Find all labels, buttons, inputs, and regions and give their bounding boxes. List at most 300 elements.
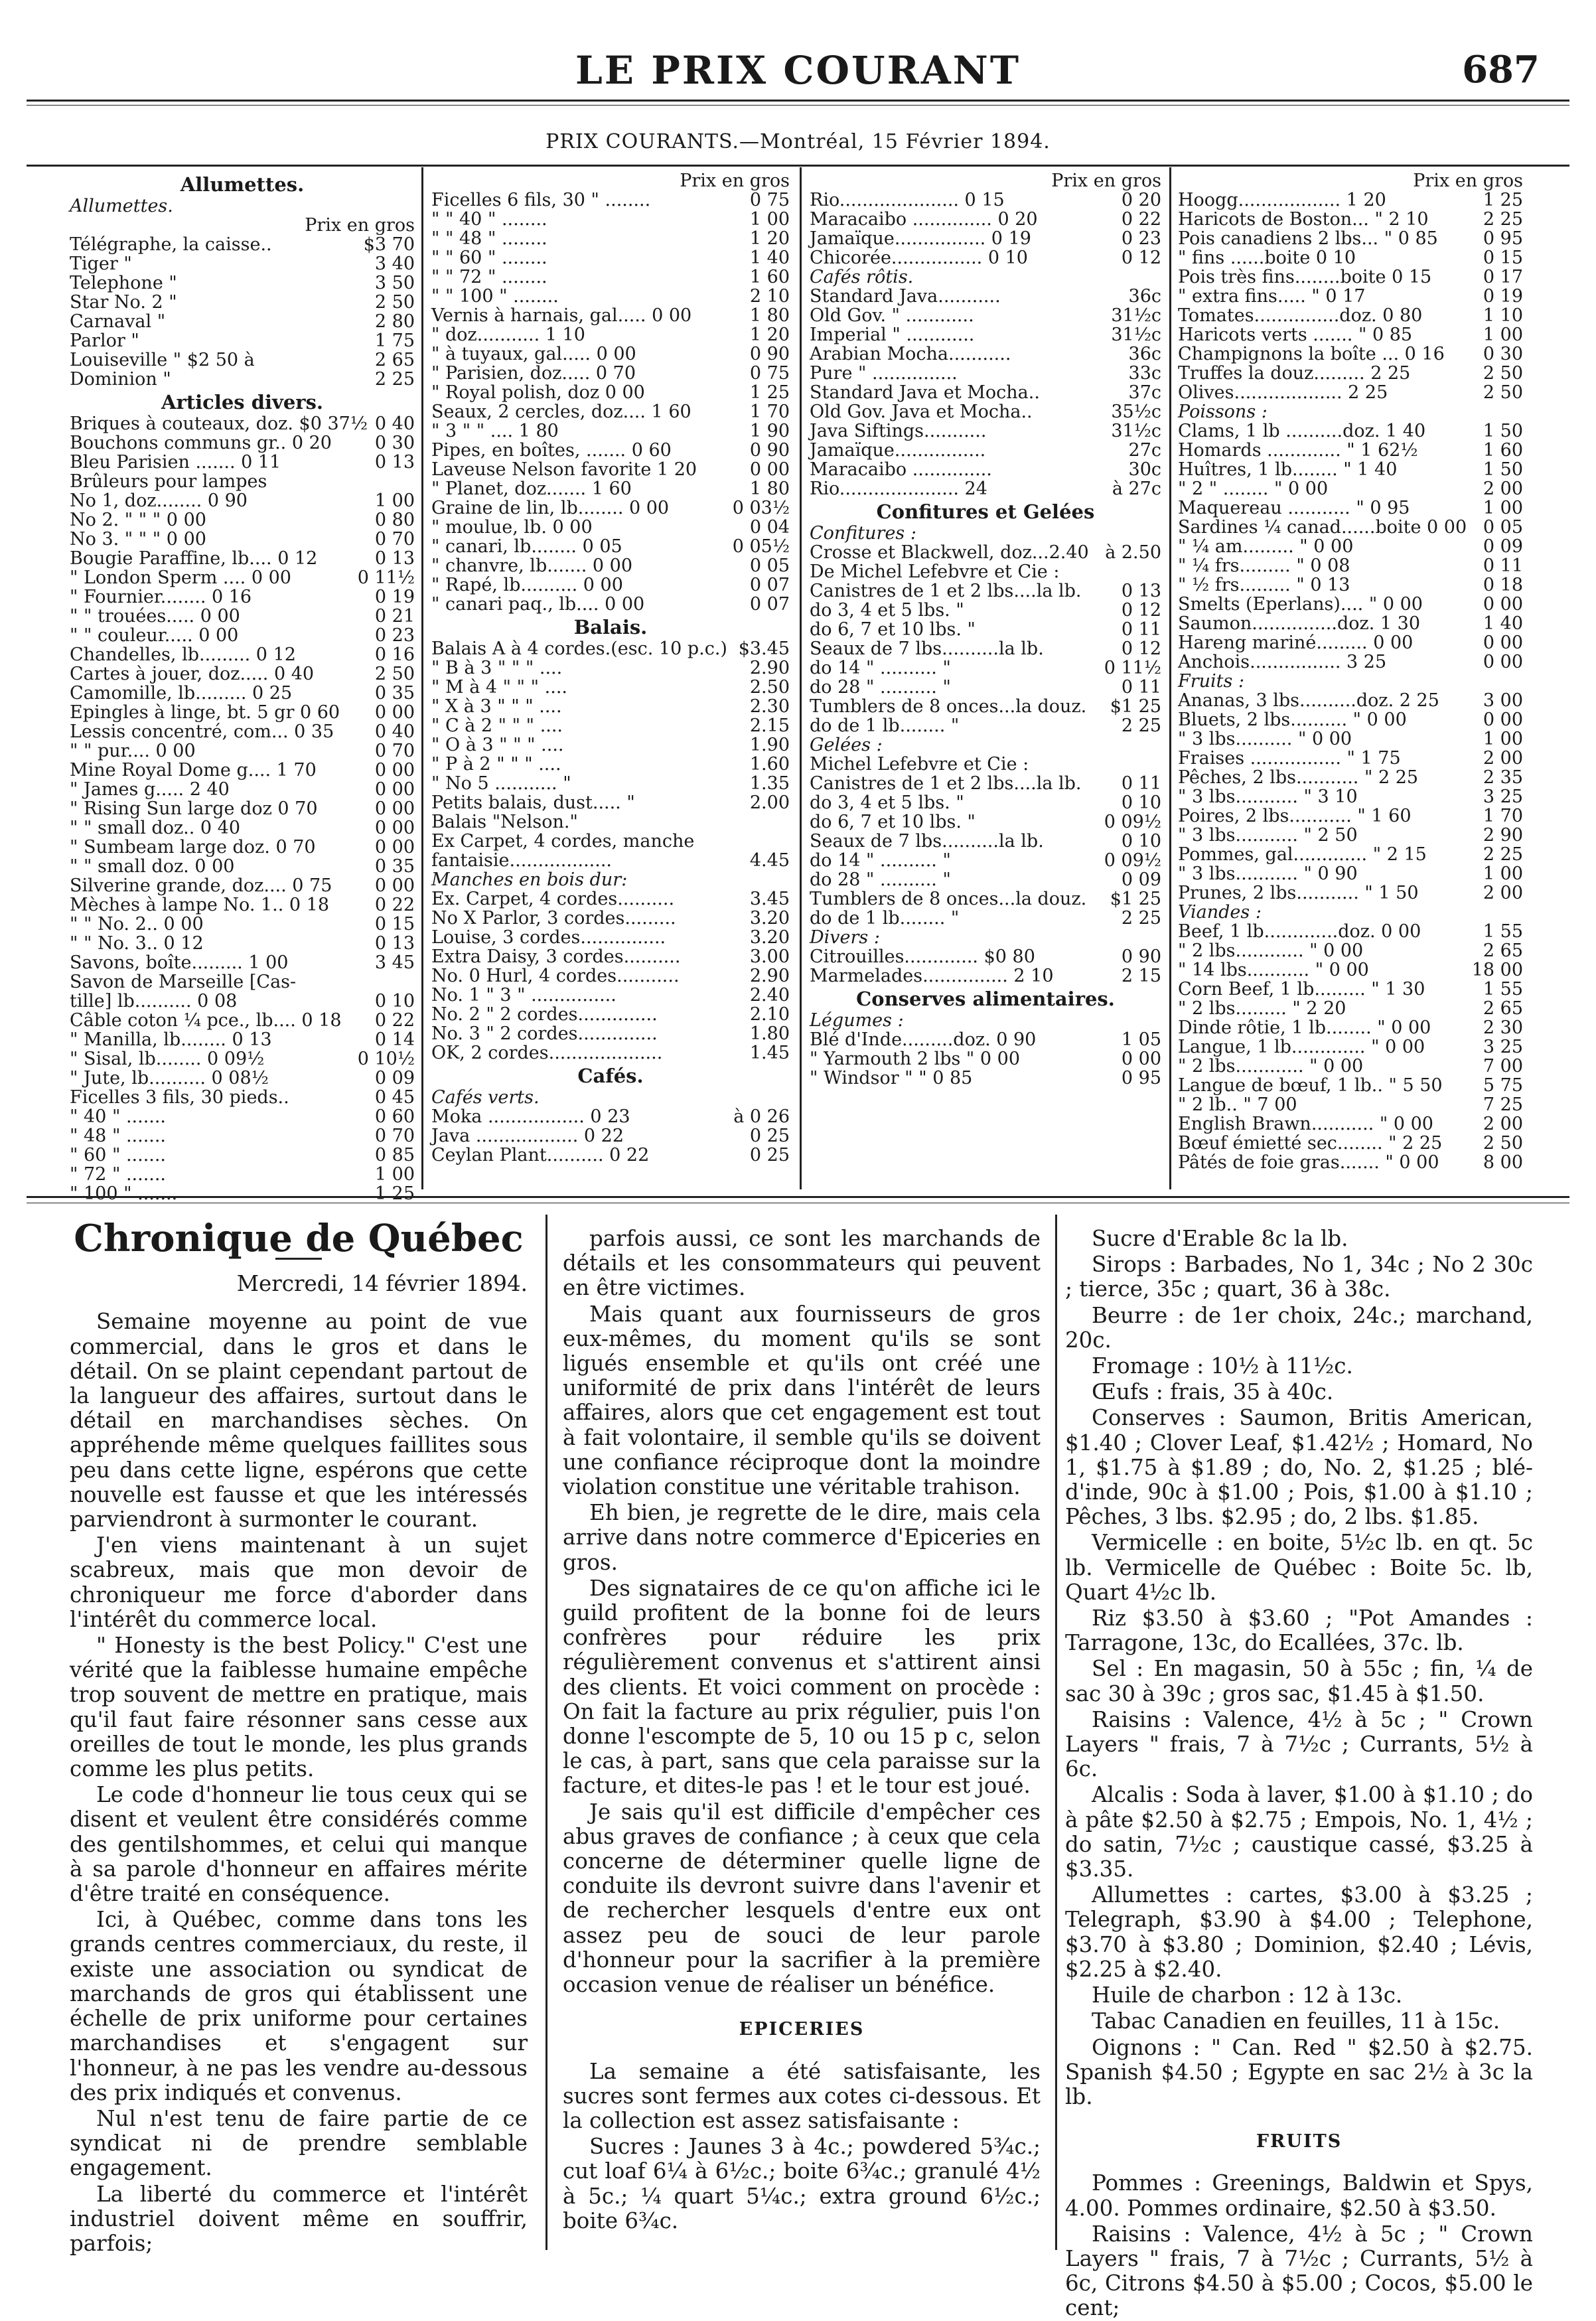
item-name: No 3. " " " 0 00 (70, 529, 206, 550)
item-price: 3 50 (374, 273, 415, 293)
item-price: 2 65 (374, 350, 415, 370)
price-row (70, 1146, 415, 1165)
item-name: Saumon...............doz. 1 30 (1178, 613, 1421, 634)
article-paragraph: Sirops : Barbades, No 1, 34c ; No 2 30c ; tierce, 35c ; quart, 36 à 38c. (1065, 1252, 1533, 1302)
price-row (70, 780, 415, 799)
article-paragraph: Nul n'est tenu de faire partie de ce syndicat ni de prendre semblable engagement. (70, 2105, 528, 2181)
item-price: 0 00 (749, 459, 790, 480)
item-name: " 3 lbs........... " 0 90 (1178, 863, 1358, 884)
item-name: " canari, lb........ 0 05 (431, 536, 622, 557)
item-price: 0 00 (374, 798, 415, 819)
item-price: 1 80 (749, 479, 790, 499)
item-price: 0 25 (749, 1126, 790, 1146)
item-price: 2 35 (1483, 767, 1523, 788)
price-row (810, 543, 1161, 562)
item-name: Moka ................. 0 23 (431, 1106, 630, 1127)
item-name: do 3, 4 et 5 lbs. " (810, 600, 964, 621)
item-price: 0 35 (374, 683, 415, 704)
subsection-heading: Fruits : (1178, 671, 1245, 692)
price-row (431, 190, 790, 210)
item-name: " 60 " ....... (70, 1145, 167, 1165)
item-price: 1.80 (749, 1023, 790, 1044)
item-name: do de 1 lb........ " (810, 908, 960, 929)
section-heading: Confitures et Gelées (876, 500, 1095, 523)
item-name: De Michel Lefebvre et Cie : (810, 562, 1060, 582)
price-header: Prix en gros (1051, 171, 1161, 191)
item-price: 0 11 (1121, 619, 1161, 640)
price-row (810, 909, 1161, 928)
article-title: Chronique de Québec (74, 1217, 524, 1260)
price-row (810, 1049, 1161, 1069)
item-name: Langue, 1 lb............. " 0 00 (1178, 1037, 1425, 1057)
price-row (1178, 749, 1523, 768)
item-name: Pure " ............... (810, 363, 958, 384)
item-name: Bœuf émietté sec........ " 2 25 (1178, 1133, 1443, 1154)
item-name: Sardines ¼ canad......boite 0 00 (1178, 517, 1467, 538)
item-price (1156, 562, 1161, 581)
item-price: 37c (1128, 382, 1161, 403)
item-name: do de 1 lb........ " (810, 715, 960, 736)
price-row (1178, 691, 1523, 710)
item-price: 0 10 (1121, 831, 1161, 852)
price-row (1178, 729, 1523, 749)
item-price: 0 70 (374, 741, 415, 761)
item-price: 1 55 (1483, 979, 1523, 1000)
price-row (1178, 498, 1523, 518)
price-row (431, 697, 790, 716)
item-price: 0 00 (374, 837, 415, 858)
price-row (70, 414, 415, 433)
item-price: 0 00 (374, 760, 415, 781)
item-name: do 14 " .......... " (810, 658, 951, 678)
item-name: Homards ............. " 1 62½ (1178, 440, 1418, 461)
item-name: " " 48 " ........ (431, 228, 547, 249)
item-price: 0 13 (374, 452, 415, 473)
item-name: " 72 " ....... (70, 1164, 167, 1185)
article-paragraph: Sel : En magasin, 50 à 55c ; fin, ¼ de sac 30 à 39c ; gros sac, $1.45 à $1.50. (1065, 1656, 1533, 1706)
item-name: " Manilla, lb........ 0 13 (70, 1029, 272, 1050)
price-row (431, 889, 790, 909)
item-price: 31½c (1111, 421, 1161, 441)
subsection-heading: Gelées : (810, 735, 883, 755)
price-row (810, 581, 1161, 601)
item-price: 2 50 (374, 292, 415, 313)
item-price: $1 25 (1110, 696, 1161, 717)
item-price: 2.90 (749, 658, 790, 678)
page-number: 687 (1462, 48, 1540, 92)
item-name: Pommes, gal............. " 2 15 (1178, 844, 1427, 865)
item-name: Câble coton ¼ pce., lb.... 0 18 (70, 1010, 342, 1031)
subsection-heading: Divers : (810, 927, 880, 948)
price-row (1178, 1153, 1523, 1172)
item-name: Carnaval " (70, 311, 166, 332)
item-name: " M à 4 " " " .... (431, 677, 568, 698)
article-paragraph: Beurre : de 1er choix, 24c.; marchand, 20c. (1065, 1302, 1533, 1353)
price-row (1178, 806, 1523, 826)
price-row (1178, 633, 1523, 652)
item-price: 1 00 (1483, 498, 1523, 518)
item-price: 1 00 (1483, 325, 1523, 345)
price-row (70, 510, 415, 530)
item-name: do 28 " .......... " (810, 869, 951, 890)
price-row (810, 190, 1161, 210)
item-name: " doz........... 1 10 (431, 325, 585, 345)
item-price: 0 12 (1121, 600, 1161, 621)
item-name: Bougie Paraffine, lb.... 0 12 (70, 548, 318, 569)
item-price: 1 55 (1483, 921, 1523, 942)
item-name: Haricots de Boston... " 2 10 (1178, 209, 1429, 230)
item-price: 2 65 (1483, 998, 1523, 1019)
item-price: 0 13 (1121, 581, 1161, 601)
item-price: 0 30 (1483, 344, 1523, 364)
price-row (431, 678, 790, 697)
item-price: $3 70 (363, 234, 415, 255)
item-name: " " 100 " ........ (431, 286, 559, 307)
price-row (1178, 864, 1523, 883)
price-row (1178, 980, 1523, 999)
price-row (1178, 248, 1523, 267)
item-price: 0 10 (1121, 792, 1161, 813)
item-name: Ananas, 3 lbs..........doz. 2 25 (1178, 690, 1439, 711)
article-paragraph: Conserves : Saumon, Britis American, $1.40 ; Clover Leaf, $1.42½ ; Homard, No 1, $1.75 à $1.89 ; do, No. 2, $1.25 ; blé-d'inde, 90c à $1.00 ; Pois, $1.00 à $1.10 ; Pêches, 3 lbs. $2.95 ; do, 2 lbs. $1.85. (1065, 1405, 1533, 1530)
item-price: 0 00 (374, 875, 415, 896)
price-row (70, 1011, 415, 1030)
item-price: 0 75 (749, 363, 790, 384)
item-name: No. 1 " 3 " ............... (431, 985, 617, 1006)
item-price: 0 09 (1121, 869, 1161, 890)
price-row (1178, 287, 1523, 306)
item-price: 2 25 (1121, 715, 1161, 736)
item-price: 1 90 (749, 421, 790, 441)
item-name: Seaux de 7 lbs..........la lb. (810, 638, 1044, 659)
item-price: 0 17 (1483, 267, 1523, 287)
item-name: " Yarmouth 2 lbs " 0 00 (810, 1049, 1021, 1069)
price-row (1178, 210, 1523, 229)
item-price: 0 15 (374, 914, 415, 935)
price-row (431, 1024, 790, 1043)
item-name: " 3 lbs.......... " 0 00 (1178, 729, 1352, 749)
item-price: 3.20 (749, 908, 790, 929)
price-row (70, 1049, 415, 1069)
article-paragraph: Allumettes : cartes, $3.00 à $3.25 ; Telegraph, $3.90 à $4.00 ; Telephone, $3.70 à $3.80 ; Dominion, $2.40 ; Lévis, $2.25 à $2.40. (1065, 1882, 1533, 1982)
item-price: 0 13 (374, 548, 415, 569)
item-name: " moulue, lb. 0 00 (431, 517, 593, 538)
item-price: 0 00 (374, 702, 415, 723)
price-row (1178, 267, 1523, 287)
price-row (70, 235, 415, 254)
item-price (1156, 755, 1161, 774)
item-price: 0 09 (374, 1068, 415, 1088)
item-price: 1 40 (1483, 613, 1523, 634)
price-row (431, 1146, 790, 1165)
price-row (70, 587, 415, 607)
item-price: 0 00 (1483, 652, 1523, 672)
item-price: 1 10 (1483, 305, 1523, 326)
price-row (431, 556, 790, 575)
item-name: " 3 " " .... 1 80 (431, 421, 559, 441)
price-row (70, 799, 415, 818)
item-price: 0 90 (749, 440, 790, 461)
article-body-3 (1065, 1227, 1533, 2109)
item-price: 2.00 (749, 792, 790, 813)
item-name: Standard Java........... (810, 286, 1001, 307)
item-price: 3 25 (1483, 1037, 1523, 1057)
item-price: 0 03½ (732, 498, 790, 518)
item-name: Telephone " (70, 273, 177, 293)
article-paragraph: Alcalis : Soda à laver, $1.00 à $1.10 ; do à pâte $2.50 à $2.75 ; Empois, No. 1, 4½ ; do satin, 7½c ; caustique cassé, $3.25 à $3.35. (1065, 1782, 1533, 1882)
price-row (431, 421, 790, 441)
price-row (810, 716, 1161, 735)
item-name: " " trouées..... 0 00 (70, 606, 240, 627)
item-price: 0 11½ (1104, 658, 1161, 678)
item-price: 2 00 (1483, 748, 1523, 769)
item-name: Clams, 1 lb ..........doz. 1 40 (1178, 421, 1426, 441)
item-name: Old Gov. Java et Mocha.. (810, 402, 1033, 422)
price-row (810, 678, 1161, 697)
item-name: " 48 " ....... (70, 1126, 167, 1146)
price-row (810, 325, 1161, 344)
price-row (810, 889, 1161, 909)
fruits-heading: FRUITS (1256, 2131, 1342, 2152)
item-name: No X Parlor, 3 cordes......... (431, 908, 676, 929)
item-price: 0 13 (374, 933, 415, 954)
price-row (70, 568, 415, 587)
item-price: 2 00 (1483, 883, 1523, 903)
item-price: 0 22 (374, 895, 415, 915)
item-name: do 28 " .......... " (810, 677, 951, 698)
price-row (1178, 1134, 1523, 1153)
item-name: " London Sperm .... 0 00 (70, 567, 291, 588)
item-price: 2 50 (1483, 1133, 1523, 1154)
price-row (1178, 421, 1523, 441)
item-name: Anchois................ 3 25 (1178, 652, 1387, 672)
item-price: 0 90 (749, 344, 790, 364)
item-name: " Rising Sun large doz 0 70 (70, 798, 318, 819)
item-price: 1 25 (374, 1183, 415, 1204)
price-row (810, 421, 1161, 441)
item-name: " Planet, doz....... 1 60 (431, 479, 632, 499)
price-row (431, 966, 790, 986)
price-row (1178, 768, 1523, 787)
price-row (1178, 229, 1523, 248)
item-name: " ¼ frs......... " 0 08 (1178, 556, 1350, 576)
item-name: Corn Beef, 1 lb......... " 1 30 (1178, 979, 1425, 1000)
column-divider (800, 167, 802, 1189)
price-row (70, 433, 415, 453)
item-name: No 1, doz........ 0 90 (70, 490, 248, 511)
item-name: No. 2 " 2 cordes.............. (431, 1004, 658, 1025)
price-column-4 (1178, 171, 1523, 1187)
price-row (70, 626, 415, 645)
item-name: " " No. 3.. 0 12 (70, 933, 204, 954)
item-name: Blé d'Inde.........doz. 0 90 (810, 1029, 1037, 1050)
price-header: Prix en gros (1413, 171, 1523, 191)
column-divider (545, 1215, 547, 2250)
article-paragraph: Semaine moyenne au point de vue commercial, dans le gros et dans le détail. On se plaint cependant partout de la langueur des affaires, surtout dans le détail en marchandises sèches. On appréhende même quelques faillites sous peu dans cette ligne, espérons que cette nouvelle est fausse et que les intéressés parviendront à surmonter le courant. (70, 1309, 528, 1533)
item-name: " No 5 ........... " (431, 773, 571, 794)
column-divider (421, 167, 423, 1189)
section-heading: Conserves alimentaires. (856, 988, 1115, 1010)
item-name: " 100 " ....... (70, 1183, 178, 1204)
price-row (810, 601, 1161, 620)
item-price: 0 75 (749, 190, 790, 210)
price-row (70, 472, 415, 491)
item-price: 0 20 (1121, 190, 1161, 210)
price-row (1178, 1114, 1523, 1134)
section-heading: Cafés. (577, 1065, 644, 1087)
item-price: 2 50 (374, 664, 415, 684)
price-row (810, 402, 1161, 421)
item-price: 4.45 (749, 850, 790, 871)
item-name: " ¼ am......... " 0 00 (1178, 536, 1354, 557)
price-row (431, 851, 790, 870)
price-row (1178, 575, 1523, 595)
price-row (1178, 479, 1523, 498)
price-row (70, 549, 415, 568)
article-paragraph: J'en viens maintenant à un sujet scabreux, mais que mon devoir de chroniqueur me force d'aborder dans l'intérêt du commerce local. (70, 1533, 528, 1632)
price-row (70, 761, 415, 780)
subsection-heading: Cafés rôtis. (810, 267, 914, 287)
price-row (431, 518, 790, 537)
price-row (810, 306, 1161, 325)
price-row (1178, 190, 1523, 210)
article-paragraph: Eh bien, je regrette de le dire, mais cela arrive dans notre commerce d'Epiceries en gros. (563, 1500, 1041, 1575)
item-name: " 2 lbs............ " 0 00 (1178, 940, 1364, 961)
item-name: " 2 lbs............ " 0 00 (1178, 1056, 1364, 1077)
item-price: 2 25 (1483, 844, 1523, 865)
price-row (70, 703, 415, 722)
item-price: 0 40 (374, 413, 415, 434)
item-price: 0 40 (374, 721, 415, 742)
item-price: 18 00 (1471, 960, 1523, 980)
price-row (70, 722, 415, 741)
price-row (70, 838, 415, 857)
item-price: 1 05 (1121, 1029, 1161, 1050)
price-row (431, 735, 790, 755)
item-name: Balais "Nelson." (431, 812, 578, 832)
item-name: Ex. Carpet, 4 cordes.......... (431, 889, 675, 909)
price-row (70, 331, 415, 350)
item-price: 0 11 (1121, 773, 1161, 794)
item-price: 1 70 (1483, 806, 1523, 826)
item-name: No. 0 Hurl, 4 cordes........... (431, 966, 680, 986)
item-price: 0 11 (1483, 556, 1523, 576)
price-row (810, 947, 1161, 966)
item-price: 1 60 (1483, 440, 1523, 461)
price-row (1178, 595, 1523, 614)
item-price: 2 80 (374, 311, 415, 332)
price-row (70, 1088, 415, 1107)
item-name: Vernis à harnais, gal..... 0 00 (431, 305, 692, 326)
item-name: " X à 3 " " " .... (431, 696, 562, 717)
price-column-1 (70, 171, 415, 1204)
item-name: do 6, 7 et 10 lbs. " (810, 812, 976, 832)
item-name: Ficelles 3 fils, 30 pieds.. (70, 1087, 289, 1108)
item-price: 30c (1128, 459, 1161, 480)
article-paragraph: Sucres : Jaunes 3 à 4c.; powdered 5¾c.; cut loaf 6¼ à 6½c.; boite 6¾c.; granulé 4½ à 5c.; ¼ quart 5¼c.; extra ground 6½c.; boite 6¾c. (563, 2134, 1041, 2233)
item-name: " Rapé, lb.......... 0 00 (431, 575, 623, 595)
item-name: Louiseville " $2 50 à (70, 350, 255, 370)
price-row (431, 716, 790, 735)
price-row (1178, 344, 1523, 364)
item-price: 0 23 (374, 625, 415, 646)
item-price: 5 75 (1483, 1075, 1523, 1096)
item-name: Jamaïque................ (810, 440, 986, 461)
item-name: OK, 2 cordes.................... (431, 1043, 663, 1063)
price-row (431, 774, 790, 793)
item-name: " 40 " ....... (70, 1106, 167, 1127)
item-price: 2.90 (749, 966, 790, 986)
item-price: 3.00 (749, 946, 790, 967)
price-row (70, 876, 415, 895)
price-row (70, 934, 415, 953)
price-row (70, 370, 415, 389)
item-price: 0 14 (374, 1029, 415, 1050)
item-name: " fins ......boite 0 10 (1178, 248, 1356, 268)
price-row (70, 1165, 415, 1184)
item-name: " Sisal, lb........ 0 09½ (70, 1049, 265, 1069)
item-name: Langue de bœuf, 1 lb.. " 5 50 (1178, 1075, 1443, 1096)
item-price: 2 65 (1483, 940, 1523, 961)
price-row (70, 273, 415, 293)
item-price: 7 25 (1483, 1094, 1523, 1115)
price-row (810, 870, 1161, 889)
item-price: 2 90 (1483, 825, 1523, 846)
price-row (810, 1069, 1161, 1088)
article-body-1 (70, 1310, 528, 2256)
price-row (810, 383, 1161, 402)
article-paragraph: Le code d'honneur lie tous ceux qui se disent et veulent être considérés comme des gentilshommes, et celui qui manque à sa parole d'honneur en affaires mérite d'être traité en conséquence. (70, 1782, 528, 1907)
item-price: 1 80 (749, 305, 790, 326)
item-name: " 14 lbs........... " 0 00 (1178, 960, 1369, 980)
item-price: 0 95 (1483, 228, 1523, 249)
price-row (810, 658, 1161, 678)
price-row (431, 1005, 790, 1024)
item-price: 2 15 (1121, 966, 1161, 986)
item-price: 2 10 (749, 286, 790, 307)
item-name: " à tuyaux, gal..... 0 00 (431, 344, 636, 364)
item-name: " 3 lbs........... " 2 50 (1178, 825, 1358, 846)
article-paragraph: Je sais qu'il est difficile d'empêcher ces abus graves de confiance ; à ceux que cela concerne de déterminer quelle ligne de conduite ils devront suivre dans l'avenir et de rechercher lesquels d'entre eux ont assez peu de souci de leur parole d'honneur pour la sacrifier à la première occasion venue de réaliser un bénéfice. (563, 1799, 1041, 1998)
item-name: Arabian Mocha........... (810, 344, 1011, 364)
price-row (70, 664, 415, 684)
item-name: " B à 3 " " " .... (431, 658, 563, 678)
item-price: 27c (1128, 440, 1161, 461)
item-price: 0 05½ (732, 536, 790, 557)
price-row (810, 1030, 1161, 1049)
item-name: Crosse et Blackwell, doz...2.40 (810, 542, 1089, 563)
item-name: Ex Carpet, 4 cordes, manche (431, 831, 695, 852)
price-row (431, 793, 790, 812)
item-name: Dinde rôtie, 1 lb........ " 0 00 (1178, 1017, 1431, 1038)
item-name: Olives................... 2 25 (1178, 382, 1388, 403)
item-name: Star No. 2 " (70, 292, 177, 313)
price-row (431, 812, 790, 832)
item-price: 0 00 (374, 818, 415, 838)
price-row (1178, 1076, 1523, 1095)
price-row (1178, 1057, 1523, 1076)
item-price: 31½c (1111, 325, 1161, 345)
item-name: " " 60 " ........ (431, 248, 547, 268)
item-price: 0 00 (1121, 1049, 1161, 1069)
item-price: 0 22 (374, 1010, 415, 1031)
price-row (810, 441, 1161, 460)
item-price: 0 95 (1121, 1068, 1161, 1088)
item-price: 0 09½ (1104, 812, 1161, 832)
item-name: " Windsor " " 0 85 (810, 1068, 973, 1088)
item-price: 0 12 (1121, 248, 1161, 268)
item-name: Briques à couteaux, doz. $0 37½ (70, 413, 368, 434)
